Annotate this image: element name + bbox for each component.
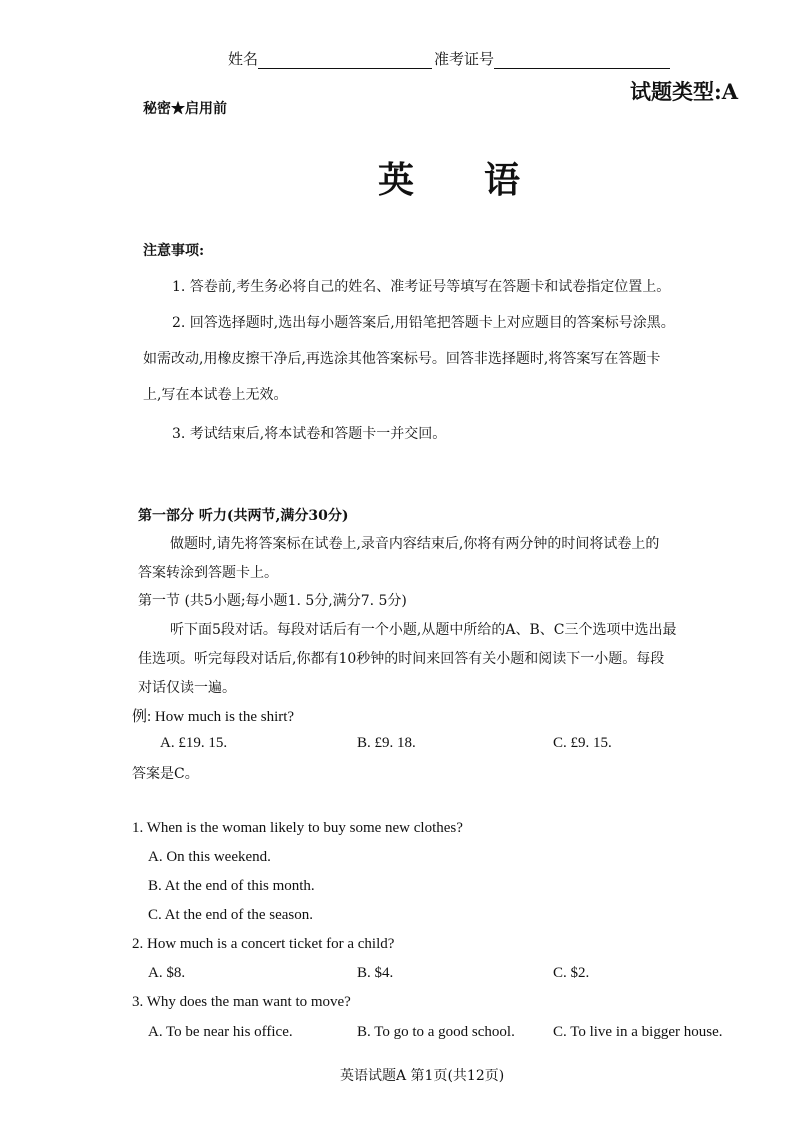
part1-intro-line-2: 答案转涂到答题卡上。 bbox=[138, 565, 278, 581]
example-answer: 答案是C。 bbox=[132, 766, 199, 782]
question-3-option-b: B. To go to a good school. bbox=[357, 1024, 515, 1040]
title-char-2: 语 bbox=[484, 159, 521, 201]
question-1-option-c: C. At the end of the season. bbox=[148, 907, 313, 923]
example-option-c: C. £9. 15. bbox=[553, 735, 612, 751]
question-1-option-b: B. At the end of this month. bbox=[148, 878, 315, 894]
example-option-b: B. £9. 18. bbox=[357, 735, 416, 751]
note-item-2-line-3: 上,写在本试卷上无效。 bbox=[143, 387, 288, 403]
name-field bbox=[228, 48, 432, 69]
question-3: 3. Why does the man want to move? bbox=[132, 994, 351, 1010]
section1-line-3: 对话仅读一遍。 bbox=[138, 680, 236, 696]
exam-type: 试题类型:A bbox=[630, 79, 739, 104]
confidential-mark: 秘密★启用前 bbox=[143, 101, 227, 117]
part1-heading: 第一部分 听力(共两节,满分30分) bbox=[138, 508, 349, 524]
question-3-option-c: C. To live in a bigger house. bbox=[553, 1024, 723, 1040]
title-char-1: 英 bbox=[378, 159, 415, 201]
section1-line-1: 听下面5段对话。每段对话后有一个小题,从题中所给的A、B、C三个选项中选出最 bbox=[170, 622, 677, 638]
section1-line-2: 佳选项。听完每段对话后,你都有10秒钟的时间来回答有关小题和阅读下一小题。每段 bbox=[138, 651, 665, 667]
question-1: 1. When is the woman likely to buy some new clothes? bbox=[132, 820, 463, 836]
name-blank[interactable] bbox=[258, 50, 432, 69]
example-option-a: A. £19. 15. bbox=[160, 735, 228, 751]
question-3-option-a: A. To be near his office. bbox=[148, 1024, 293, 1040]
exam-id-label: 准考证号 bbox=[434, 50, 495, 68]
example-question: 例: How much is the shirt? bbox=[132, 709, 295, 725]
page-footer: 英语试题A 第1页(共12页) bbox=[340, 1068, 505, 1084]
note-item-3: 3. 考试结束后,将本试卷和答题卡一并交回。 bbox=[172, 426, 447, 442]
question-2-option-a: A. $8. bbox=[148, 965, 186, 981]
question-2-option-c: C. $2. bbox=[553, 965, 590, 981]
note-item-1: 1. 答卷前,考生务必将自己的姓名、准考证号等填写在答题卡和试卷指定位置上。 bbox=[172, 279, 671, 295]
question-2: 2. How much is a concert ticket for a child? bbox=[132, 936, 395, 952]
note-item-2-line-2: 如需改动,用橡皮擦干净后,再选涂其他答案标号。回答非选择题时,将答案写在答题卡 bbox=[143, 351, 661, 367]
name-label: 姓名 bbox=[228, 50, 259, 68]
question-2-option-b: B. $4. bbox=[357, 965, 394, 981]
note-item-2-line-1: 2. 回答选择题时,选出每小题答案后,用铅笔把答题卡上对应题目的答案标号涂黑。 bbox=[172, 315, 675, 331]
exam-id-field bbox=[434, 48, 670, 69]
part1-intro-line-1: 做题时,请先将答案标在试卷上,录音内容结束后,你将有两分钟的时间将试卷上的 bbox=[170, 536, 660, 552]
question-1-option-a: A. On this weekend. bbox=[148, 849, 271, 865]
exam-id-blank[interactable] bbox=[494, 50, 670, 69]
notes-heading: 注意事项: bbox=[143, 243, 205, 259]
section1-heading: 第一节 (共5小题;每小题1. 5分,满分7. 5分) bbox=[138, 593, 407, 609]
